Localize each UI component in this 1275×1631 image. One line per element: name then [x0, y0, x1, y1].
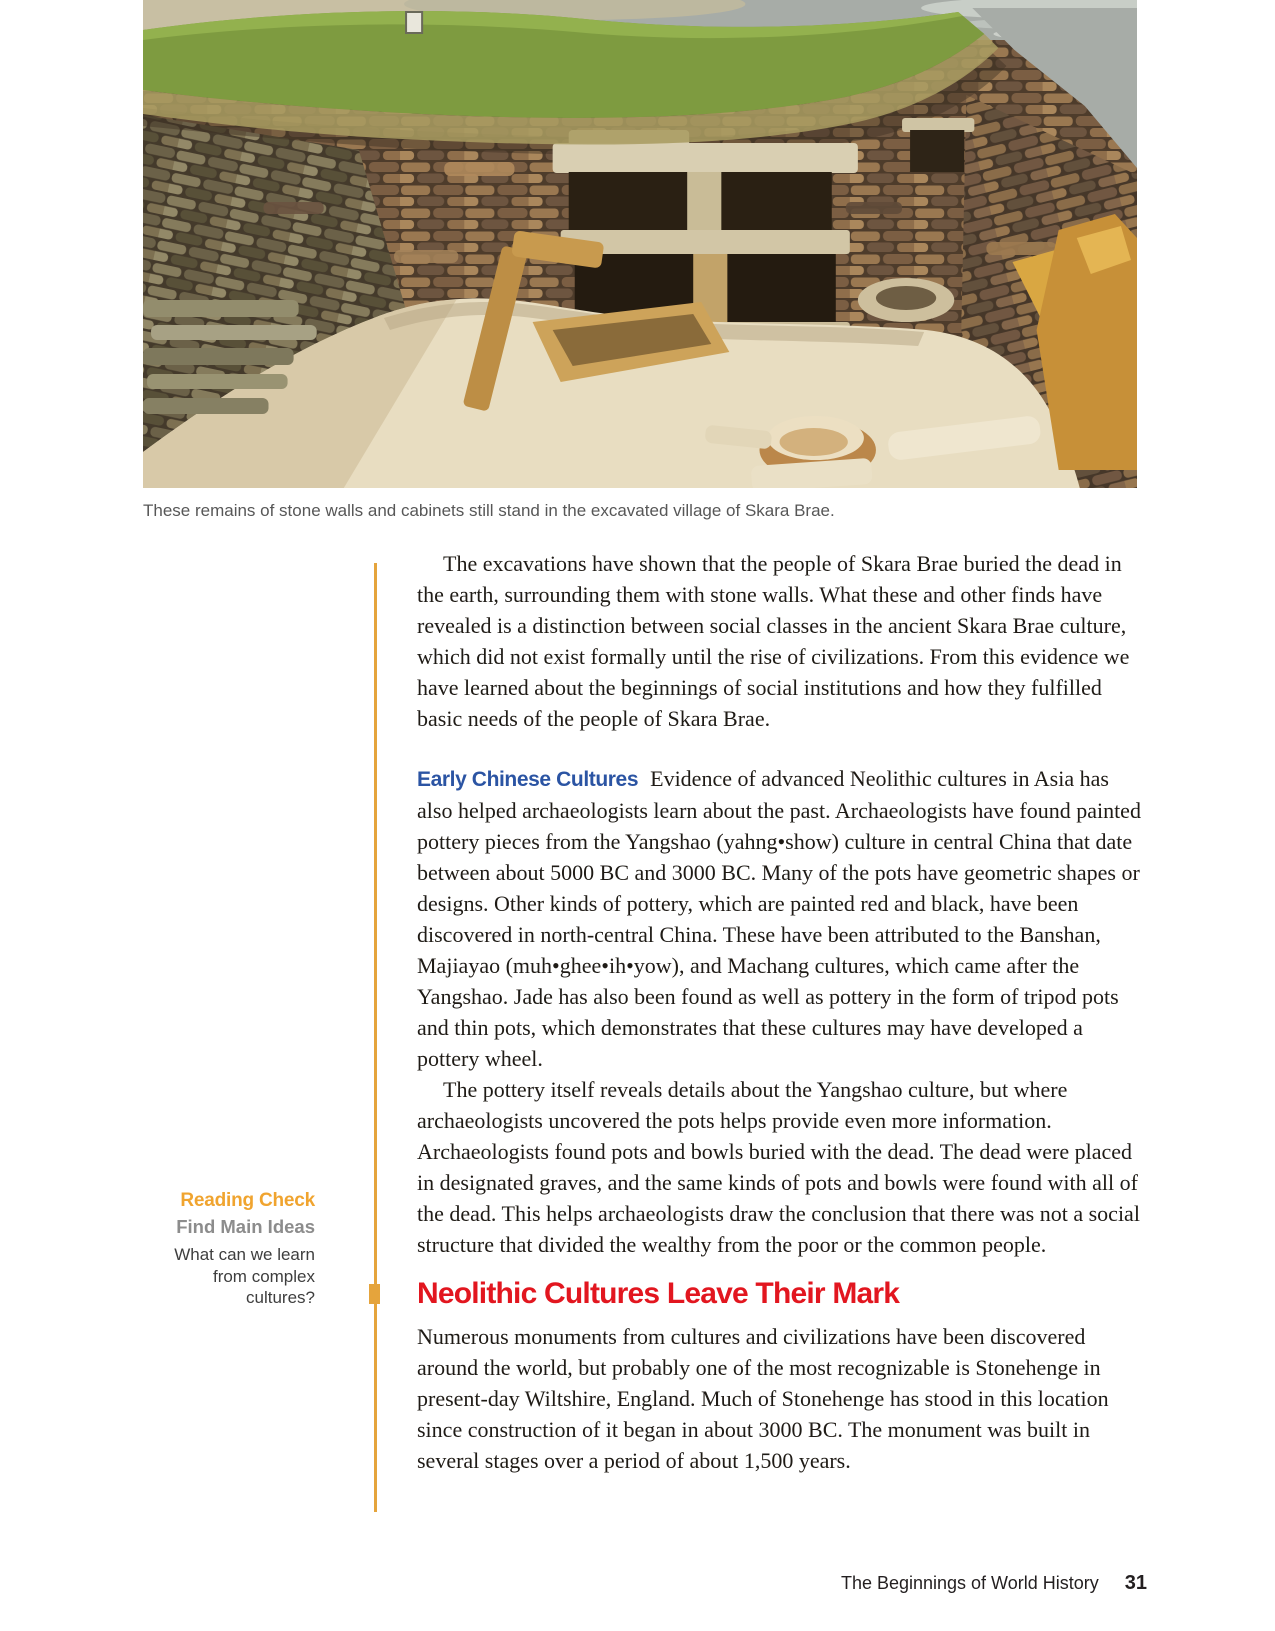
paragraph-skara-brae: The excavations have shown that the people of Skara Brae buried the dead in the earth, surrounding them with stone walls. What these and other finds have revealed is a distinction between social classes in the ancient Skara Brae culture, which did not exist formally until the rise of civilizations. From this evidence we have learned about the beginnings of social institutions and how they fulfilled basic needs of the people of Skara Brae.: [417, 551, 1130, 731]
photo-figure: [143, 0, 1137, 521]
reading-check-question: What can we learn from complex cultures?: [174, 1245, 315, 1307]
page-number: 31: [1124, 1572, 1147, 1594]
paragraph-early-chinese-cultures: [417, 763, 1144, 1074]
skara-brae-illustration: [143, 0, 1137, 488]
paragraph-yangshao-pottery: The pottery itself reveals details about the Yangshao culture, but where archaeologists uncovered the pots helps provide even more information. Archaeologists found pots and bowls buried with the dead. The dead were placed in designated graves, and the same kinds of pots and bowls were found with all of the dead. This helps archaeologists draw the conclusion that there was not a social structure that divided the wealthy from the poor or the common people.: [417, 1077, 1140, 1257]
photo-caption: These remains of stone walls and cabinets still stand in the excavated village of Skara Brae.: [143, 501, 835, 520]
footer-title: The Beginnings of World History: [840, 1573, 1099, 1593]
reading-check: [143, 1190, 315, 1309]
paragraph-neolithic-monuments: Numerous monuments from cultures and civilizations have been discovered around the world, but probably one of the most recognizable is Stonehenge in present-day Wiltshire, England. Much of Stonehenge has stood in this location since construction of it began in about 3000 BC. The monument was built in several stages over a period of about 1,500 years.: [417, 1324, 1109, 1473]
section-heading: Neolithic Cultures Leave Their Mark: [417, 1277, 900, 1310]
margin-rule: [374, 563, 377, 1512]
page-footer: [841, 1572, 1147, 1595]
reading-check-title: Reading Check: [180, 1190, 315, 1211]
paragraph-text: Evidence of advanced Neolithic cultures in Asia has also helped archaeologists learn about the past. Archaeologists have found painted pottery pieces from the Yangshao (yahng•show) culture in central China that date between about 5000 BC and 3000 BC. Many of the pots have geometric shapes or designs. Other kinds of pottery, which are painted red and black, have been discovered in north-central China. These have been attributed to the Banshan, Majiayao (muh•ghee•ih•yow), and Machang cultures, which came after the Yangshao. Jade has also been found as well as pottery in the form of tripod pots and thin pots, which demonstrates that these cultures may have developed a pottery wheel.: [417, 766, 1141, 1071]
site-sign: [406, 12, 422, 33]
run-in-heading: Early Chinese Cultures: [417, 768, 639, 791]
reading-check-skill: Find Main Ideas: [176, 1216, 315, 1237]
article-column: [417, 548, 1144, 1476]
skara-brae-photo: [143, 0, 1137, 488]
margin-rule-marker: [369, 1284, 380, 1304]
